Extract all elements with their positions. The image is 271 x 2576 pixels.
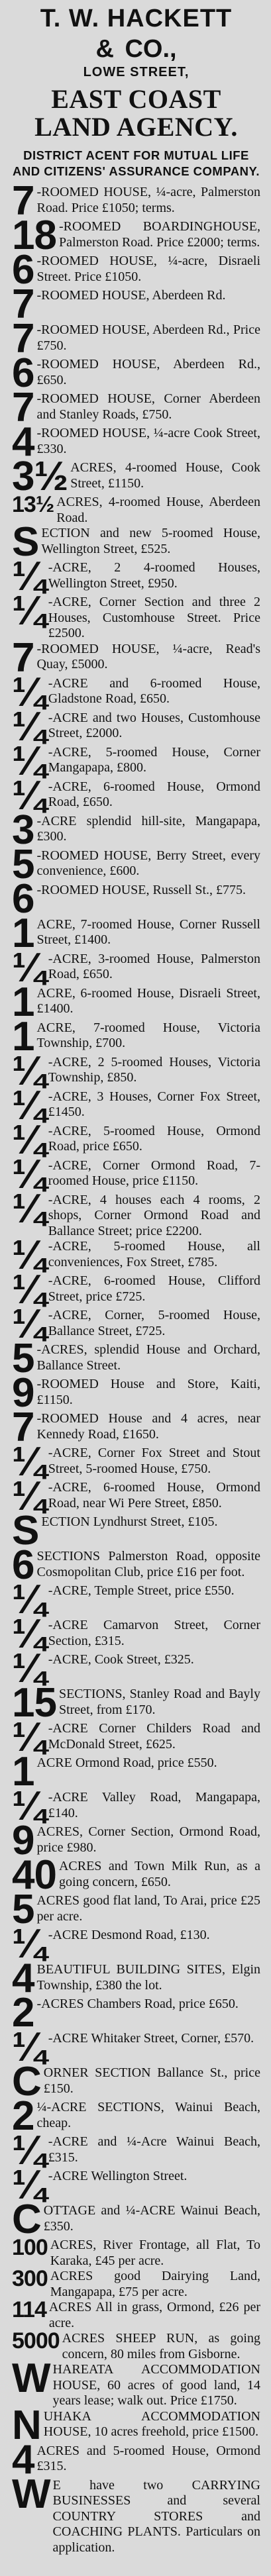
listing-item <box>12 772 260 818</box>
listing-text: -ACRE Valley Road, Mangapapa, £140. <box>48 1790 260 1820</box>
listing-lead: S <box>12 1508 39 1554</box>
listing-text: ACRES good flat land, To Arai, price £25 per acre. <box>36 1893 260 1924</box>
listing-text: -ACRE, Temple Street, price £550. <box>48 1583 235 1598</box>
listing-lead: C <box>12 2197 41 2242</box>
listing-text: -ACRE, 2 5-roomed Houses, Victoria Township, £850. <box>48 1054 260 1085</box>
listing-lead: 6 <box>12 350 34 396</box>
listing-lead: ¼ <box>12 1646 46 1691</box>
listing-item <box>12 1714 260 1760</box>
listing-lead: ¼ <box>12 1611 46 1657</box>
listing-text: -ACRE, 4 houses each 4 rooms, 2 shops, Corner Ormond Road and Ballance Street; price £2200. <box>48 1192 260 1238</box>
listing-item <box>12 588 260 642</box>
listing-text: -ROOMED House and Store, Kaiti, £1150. <box>36 1377 260 1407</box>
listing-item <box>12 385 260 430</box>
listing-item <box>12 1267 260 1313</box>
listing-lead: ¼ <box>12 1082 46 1128</box>
listing-item <box>12 2197 260 2242</box>
listing-text: OTTAGE and ¼-ACRE Wainui Beach, £350. <box>43 2203 260 2234</box>
listing-lead: ¼ <box>12 703 46 750</box>
listing-text: -ROOMED HOUSE, ¼-acre, Disraeli Street. Price £1050. <box>36 254 260 284</box>
listing-lead: 5 <box>12 1887 34 1932</box>
listing-lead: ¼ <box>12 669 46 715</box>
listing-text: ECTION and new 5-roomed House, Wellington Street, £525. <box>41 526 260 556</box>
listings <box>12 178 260 2555</box>
listing-text: -ACRE, 6-roomed House, Ormond Road, £650. <box>48 779 260 809</box>
listing-text: -ACRE, 6-roomed House, Clifford Street, price £725. <box>48 1273 260 1304</box>
listing-lead: 13½ <box>12 492 54 517</box>
listing-text: ACRE, 7-roomed House, Corner Russell Street, £1400. <box>36 916 260 947</box>
listing-item <box>12 2093 260 2139</box>
listing-item <box>12 2024 260 2070</box>
listing-text: -ACRE, Corner Ormond Road, 7-roomed House, price £1150. <box>48 1158 260 1188</box>
listing-text: ACRES, 4-roomed House, Cook Street, £1150. <box>70 460 260 491</box>
listing-item <box>12 910 260 956</box>
listing-item <box>12 807 260 853</box>
listing-item <box>12 1749 260 1795</box>
listing-text: -ACRE, 5-roomed House, Ormond Road, price £650. <box>48 1123 260 1154</box>
listing-text: -ROOMED HOUSE, Aberdeen Rd., £650. <box>36 357 260 387</box>
listing-lead: 4 <box>12 1956 34 2001</box>
listing-lead: 7 <box>12 385 34 430</box>
listing-lead: 7 <box>12 1405 34 1450</box>
listing-lead: ¼ <box>12 1232 46 1278</box>
listing-text: -ACRE, Corner, 5-roomed House, Ballance Street, £725. <box>48 1308 260 1338</box>
listing-text: -ACRE Desmond Road, £130. <box>48 1928 210 1942</box>
listing-text: -ROOMED HOUSE, Russell St., £775. <box>36 882 246 897</box>
listing-text: -ACRE, 6-roomed House, Ormond Road, near Wi Pere Street, £850. <box>48 1480 260 1511</box>
listing-text: -ACRE splendid hill-site, Mangapapa, £300. <box>36 813 260 844</box>
listing-item <box>12 519 260 565</box>
listing-lead: ¼ <box>12 1473 46 1519</box>
listing-lead: ¼ <box>12 2024 46 2070</box>
listing-lead: ¼ <box>12 588 46 634</box>
listing-item <box>12 1116 260 1163</box>
listing-text: -ACRE and 6-roomed House, Gladstone Road, £650. <box>48 675 260 706</box>
listing-item <box>12 492 260 526</box>
listing-text: SECTIONS Palmerston Road, opposite Cosmopolitan Club, price £16 per foot. <box>36 1549 260 1579</box>
listing-item <box>12 316 260 362</box>
listing-item <box>12 247 260 293</box>
listing-lead: 4 <box>12 419 34 465</box>
listing-lead: 6 <box>12 1542 34 1588</box>
listing-text: ¼-ACRE SECTIONS, Wainui Beach, cheap. <box>36 2100 260 2130</box>
street-address: LOWE STREET, <box>83 65 190 79</box>
listing-lead: 40 <box>12 1852 56 1898</box>
listing-lead: ¼ <box>12 772 46 818</box>
listing-lead: ¼ <box>12 1151 46 1197</box>
listing-lead: ¼ <box>12 1714 46 1760</box>
district-agent-note: DISTRICT ACENT FOR MUTUAL LIFE AND CITIZENS' ASSURANCE COMPANY. <box>13 148 260 178</box>
listing-text: -ACRE, 3 Houses, Corner Fox Street, £1450. <box>48 1089 260 1119</box>
listing-text: -ROOMED BOARDINGHOUSE, Palmerston Road. Price £2000; terms. <box>58 219 260 250</box>
listing-text: ACRES and 5-roomed House, Ormond £315. <box>36 2443 260 2473</box>
listing-lead: 1 <box>12 910 34 956</box>
listing-lead: 3 <box>12 807 34 853</box>
listing-lead: ¼ <box>12 2162 46 2208</box>
listing-lead: ¼ <box>12 554 46 599</box>
listing-text: BEAUTIFUL BUILDING SITES, Elgin Township, £380 the lot. <box>36 1962 260 1993</box>
listing-text: ACRE, 7-roomed House, Victoria Township, £700. <box>36 1020 260 1050</box>
listing-lead: 18 <box>12 213 56 258</box>
listing-text: -ROOMED HOUSE, ¼-acre, Read's Quay, £5000. <box>36 641 260 671</box>
listing-lead: ¼ <box>12 1185 46 1232</box>
listing-item <box>12 2235 260 2269</box>
listing-item <box>12 1887 260 1932</box>
listing-text: ACRES SHEEP RUN, as going concern, 80 miles from Gisborne. <box>62 2331 260 2361</box>
listing-lead: 7 <box>12 281 34 327</box>
listing-lead: 2 <box>12 1990 34 2036</box>
listing-item <box>12 669 260 715</box>
listing-item <box>12 1082 260 1128</box>
listing-item <box>12 1439 260 1485</box>
listing-item <box>12 703 260 750</box>
listing-item <box>12 1852 260 1898</box>
listing-text: -ACRE and two Houses, Customhouse Street, £2000. <box>48 710 260 740</box>
listing-lead: 15 <box>12 1680 56 1726</box>
listing-text: ACRE Ormond Road, price £550. <box>36 1756 217 1770</box>
listing-text: ACRES good Dairying Land, Mangapapa, £75 per acre. <box>50 2269 260 2299</box>
agency-title: EAST COAST LAND AGENCY. <box>34 84 238 142</box>
listing-text: -ACRE, 3-roomed House, Palmerston Road, £650. <box>48 951 260 981</box>
listing-lead: ¼ <box>12 1921 46 1967</box>
listing-lead: ¼ <box>12 944 46 991</box>
listing-lead: 100 <box>12 2235 48 2260</box>
listing-lead: ¼ <box>12 738 46 784</box>
listing-text: -ROOMED HOUSE, Aberdeen Rd., Price £750. <box>36 322 260 353</box>
listing-text: -ACRE, 5-roomed House, all conveniences, Fox Street, £785. <box>48 1239 260 1269</box>
listing-text: HAREATA ACCOMMODATION HOUSE, 60 acres of good land, 14 years lease; walk out. Price £1750. <box>52 2362 260 2408</box>
listing-lead: 1 <box>12 979 34 1025</box>
listing-lead: S <box>12 519 39 565</box>
listing-item <box>12 554 260 599</box>
listing-text: -ROOMED House and 4 acres, near Kennedy Road, £1650. <box>36 1411 260 1442</box>
listing-item <box>12 2471 260 2556</box>
listing-text: UHAKA ACCOMMODATION HOUSE, 10 acres freehold, price £1500. <box>43 2408 260 2439</box>
listing-lead: C <box>12 2059 41 2105</box>
listing-text: -ACRE, 2 4-roomed Houses, Wellington Street, £950. <box>48 560 260 591</box>
listing-item <box>12 1956 260 2001</box>
listing-item <box>12 1508 260 1554</box>
listing-lead: ¼ <box>12 1301 46 1347</box>
listing-item <box>12 1336 260 1381</box>
listing-item <box>12 2059 260 2105</box>
listing-text: ACRES, 4-roomed House, Aberdeen Road. <box>56 495 260 525</box>
listing-lead: 7 <box>12 316 34 362</box>
listing-lead: ¼ <box>12 1783 46 1829</box>
listing-lead: 2 <box>12 2093 34 2139</box>
listing-text: -ACRES Chambers Road, price £650. <box>36 1997 239 2011</box>
listing-text: -ACRE, 5-roomed House, Corner Mangapapa, £800. <box>48 744 260 775</box>
listing-item <box>12 454 260 499</box>
listing-item <box>12 1473 260 1519</box>
listing-lead: ¼ <box>12 1267 46 1313</box>
listing-lead: ¼ <box>12 1439 46 1485</box>
listing-item <box>12 2297 260 2331</box>
listing-item <box>12 1301 260 1347</box>
listing-text: ACRES All in grass, Ormond, £26 per acre. <box>48 2300 260 2330</box>
listing-lead: W <box>12 2471 50 2517</box>
listing-text: SECTIONS, Stanley Road and Bayly Street, from £170. <box>58 1687 260 1717</box>
listing-text: -ROOMED HOUSE, Berry Street, every convenience, £600. <box>36 848 260 878</box>
listing-item <box>12 1185 260 1240</box>
listing-text: ACRES and Town Milk Run, as a going concern, £650. <box>58 1859 260 1889</box>
listing-text: -ACRE Whitaker Street, Corner, £570. <box>48 2031 254 2046</box>
listing-lead: 5000 <box>12 2328 60 2353</box>
listing-item <box>12 1151 260 1197</box>
listing-lead: ¼ <box>12 1116 46 1163</box>
listing-text: -ACRE Wellington Street. <box>48 2169 188 2183</box>
listing-item <box>12 875 260 922</box>
listing-lead: 7 <box>12 634 34 681</box>
listing-item <box>12 979 260 1025</box>
listing-item <box>12 944 260 991</box>
listing-item <box>12 281 260 327</box>
listing-lead: 7 <box>12 178 34 224</box>
listing-text: -ROOMED HOUSE, ¼-acre Cook Street, £330. <box>36 426 260 456</box>
listing-lead: W <box>12 2355 50 2401</box>
listing-text: ORNER SECTION Ballance St., price £150. <box>43 2065 260 2096</box>
listing-item <box>12 1990 260 2036</box>
listing-item <box>12 1370 260 1416</box>
listing-item <box>12 2162 260 2208</box>
listing-item <box>12 634 260 681</box>
listing-text: -ACRE, Cook Street, £325. <box>48 1652 194 1667</box>
listing-text: -ROOMED HOUSE, Corner Aberdeen and Stanley Roads, £750. <box>36 391 260 422</box>
listing-text: -ACRE Camarvon Street, Corner Section, £315. <box>48 1618 260 1648</box>
listing-lead: 3½ <box>12 454 68 499</box>
listing-text: -ROOMED HOUSE, ¼-acre, Palmerston Road. Price £1050; terms. <box>36 185 260 215</box>
listing-item <box>12 1921 260 1967</box>
listing-item <box>12 841 260 887</box>
listing-lead: ¼ <box>12 1048 46 1094</box>
listing-item <box>12 350 260 396</box>
listing-item <box>12 2402 260 2448</box>
listing-lead: N <box>12 2402 41 2448</box>
listing-lead: 6 <box>12 247 34 293</box>
listing-lead: 9 <box>12 1818 34 1863</box>
listing-text: -ACRE, Corner Fox Street and Stout Street, 5-roomed House, £750. <box>48 1446 260 1476</box>
listing-lead: 6 <box>12 875 34 922</box>
listing-lead: ¼ <box>12 2128 46 2173</box>
listing-text: -ACRE Corner Childers Road and McDonald Street, £625. <box>48 1721 260 1752</box>
listing-lead: ¼ <box>12 1577 46 1622</box>
listing-lead: 300 <box>12 2266 48 2291</box>
listing-item <box>12 2355 260 2409</box>
listing-text: -ACRE, Corner Section and three 2 Houses, Customhouse Street. Price £2500. <box>48 595 260 640</box>
listing-text: -ACRES, splendid House and Orchard, Ballance Street. <box>36 1342 260 1373</box>
listing-item <box>12 2128 260 2173</box>
listing-lead: 5 <box>12 841 34 887</box>
listing-item <box>12 1783 260 1829</box>
listing-lead: 5 <box>12 1336 34 1381</box>
listing-item <box>12 1232 260 1278</box>
listing-lead: 1 <box>12 1749 34 1795</box>
listing-item <box>12 1611 260 1657</box>
listing-item <box>12 1048 260 1094</box>
listing-item <box>12 738 260 784</box>
listing-item <box>12 2266 260 2300</box>
listing-text: ACRE, 6-roomed House, Disraeli Street, £1400. <box>36 985 260 1016</box>
listing-lead: 114 <box>12 2297 46 2322</box>
listing-text: -ACRE and ¼-Acre Wainui Beach, £315. <box>48 2134 260 2165</box>
listing-item <box>12 213 260 258</box>
listing-lead: 1 <box>12 1013 34 1060</box>
listing-item <box>12 1542 260 1588</box>
listing-text: ACRES, River Frontage, all Flat, To Karaka, £45 per acre. <box>50 2238 260 2268</box>
listing-lead: 9 <box>12 1370 34 1416</box>
listing-item <box>12 1405 260 1450</box>
listing-text: ACRES, Corner Section, Ormond Road, price £980. <box>36 1824 260 1855</box>
listing-text: -ROOMED HOUSE, Aberdeen Rd. <box>36 288 226 303</box>
firm-name-line1: T. W. HACKETT <box>40 5 233 32</box>
listing-item <box>12 1680 260 1726</box>
listing-item <box>12 1577 260 1622</box>
listing-lead: 4 <box>12 2436 34 2483</box>
listing-item <box>12 1013 260 1060</box>
listing-text: E have two CARRYING BUSINESSES and several COUNTRY STORES and COACHING PLANTS. Particulars on application. <box>52 2477 260 2555</box>
listing-text: ECTION Lyndhurst Street, £105. <box>41 1514 218 1529</box>
firm-name-line2: & CO., <box>95 35 177 63</box>
